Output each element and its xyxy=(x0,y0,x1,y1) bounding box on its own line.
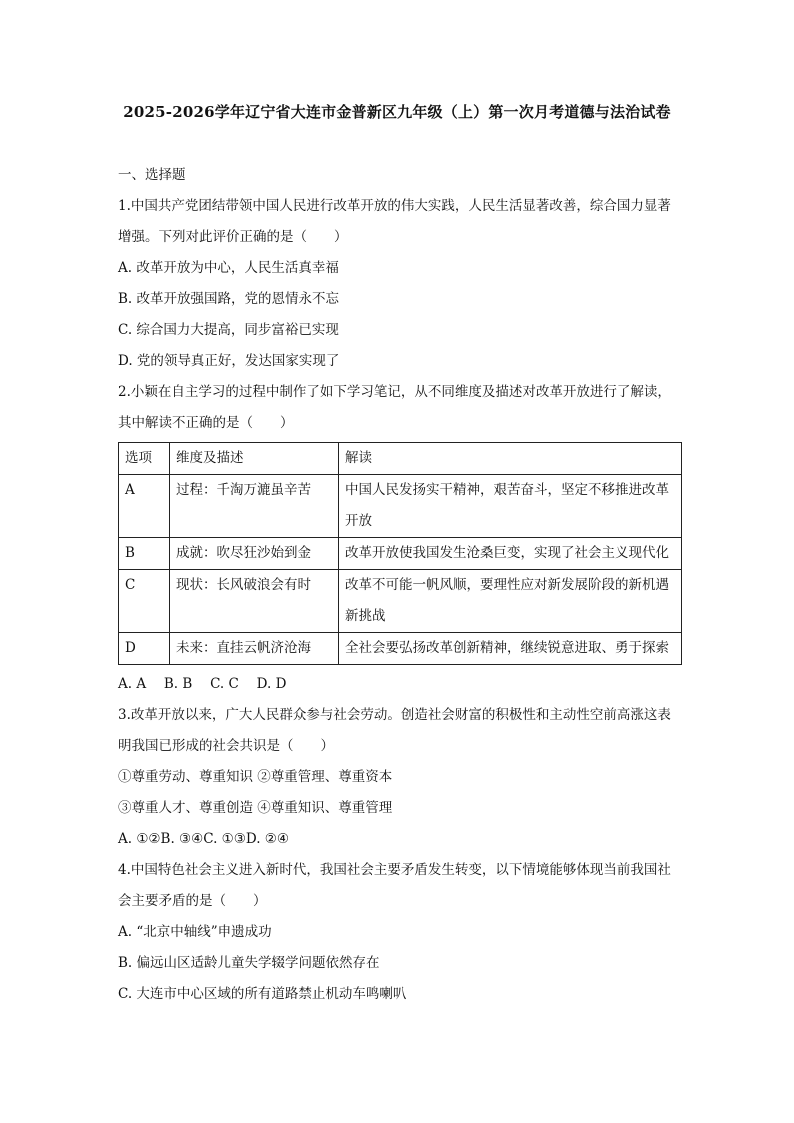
exam-content xyxy=(118,160,684,1010)
question-4-option: B. 偏远山区适龄儿童失学辍学问题依然存在 xyxy=(118,955,380,971)
question-3-item: ③尊重人才、尊重创造 ④尊重知识、尊重管理 xyxy=(118,800,393,816)
exam-title: 2025-2026学年辽宁省大连市金普新区九年级（上）第一次月考道德与法治试卷 xyxy=(123,103,671,121)
table-cell: D xyxy=(119,633,170,665)
table-cell: 改革开放使我国发生沧桑巨变，实现了社会主义现代化 xyxy=(339,538,682,570)
question-2-text: 2.小颖在自主学习的过程中制作了如下学习笔记，从不同维度及描述对改革开放进行了解读，其中解读不正确的是（ ） xyxy=(118,384,671,431)
table-row xyxy=(119,633,682,665)
table-row xyxy=(119,475,682,538)
table-cell: 全社会要弘扬改革创新精神，继续锐意进取、勇于探索 xyxy=(339,633,682,665)
question-4-option: A. “北京中轴线”申遗成功 xyxy=(118,924,272,940)
question-4-text: 4.中国特色社会主义进入新时代，我国社会主要矛盾发生转变，以下情境能够体现当前我国社会主要矛盾的是（ ） xyxy=(118,862,671,909)
question-2-answers: A. A B. B C. C D. D xyxy=(118,676,287,692)
question-3-item: ①尊重劳动、尊重知识 ②尊重管理、尊重资本 xyxy=(118,769,393,785)
question-1-option: D. 党的领导真正好，发达国家实现了 xyxy=(118,353,340,369)
table-cell: C xyxy=(119,570,170,633)
section-heading: 一、选择题 xyxy=(118,167,186,183)
table-cell: 成就：吹尽狂沙始到金 xyxy=(170,538,339,570)
table-row xyxy=(119,538,682,570)
table-cell: 过程：千淘万漉虽辛苦 xyxy=(170,475,339,538)
question-1-option: A. 改革开放为中心，人民生活真幸福 xyxy=(118,260,339,276)
table-cell: B xyxy=(119,538,170,570)
table-header-cell: 解读 xyxy=(339,443,682,475)
question-3-answers: A. ①②B. ③④C. ①③D. ②④ xyxy=(118,831,290,847)
question-4-option: C. 大连市中心区域的所有道路禁止机动车鸣喇叭 xyxy=(118,986,407,1002)
table-header-row xyxy=(119,443,682,475)
question-1-option: B. 改革开放强国路，党的恩情永不忘 xyxy=(118,291,340,307)
question-1-text: 1.中国共产党团结带领中国人民进行改革开放的伟大实践，人民生活显著改善，综合国力显著增强。下列对此评价正确的是（ ） xyxy=(118,198,671,245)
table-row xyxy=(119,570,682,633)
question-3-text: 3.改革开放以来，广大人民群众参与社会劳动。创造社会财富的积极性和主动性空前高涨这表明我国已形成的社会共识是（ ） xyxy=(118,707,671,754)
table-header-cell: 选项 xyxy=(119,443,170,475)
table-cell: 改革不可能一帆风顺，要理性应对新发展阶段的新机遇新挑战 xyxy=(339,570,682,633)
table-header-cell: 维度及描述 xyxy=(170,443,339,475)
table-cell: A xyxy=(119,475,170,538)
question-2-table xyxy=(118,442,682,665)
table-cell: 现状：长风破浪会有时 xyxy=(170,570,339,633)
question-1-option: C. 综合国力大提高，同步富裕已实现 xyxy=(118,322,339,338)
table-cell: 未来：直挂云帆济沧海 xyxy=(170,633,339,665)
table-cell: 中国人民发扬实干精神，艰苦奋斗，坚定不移推进改革开放 xyxy=(339,475,682,538)
